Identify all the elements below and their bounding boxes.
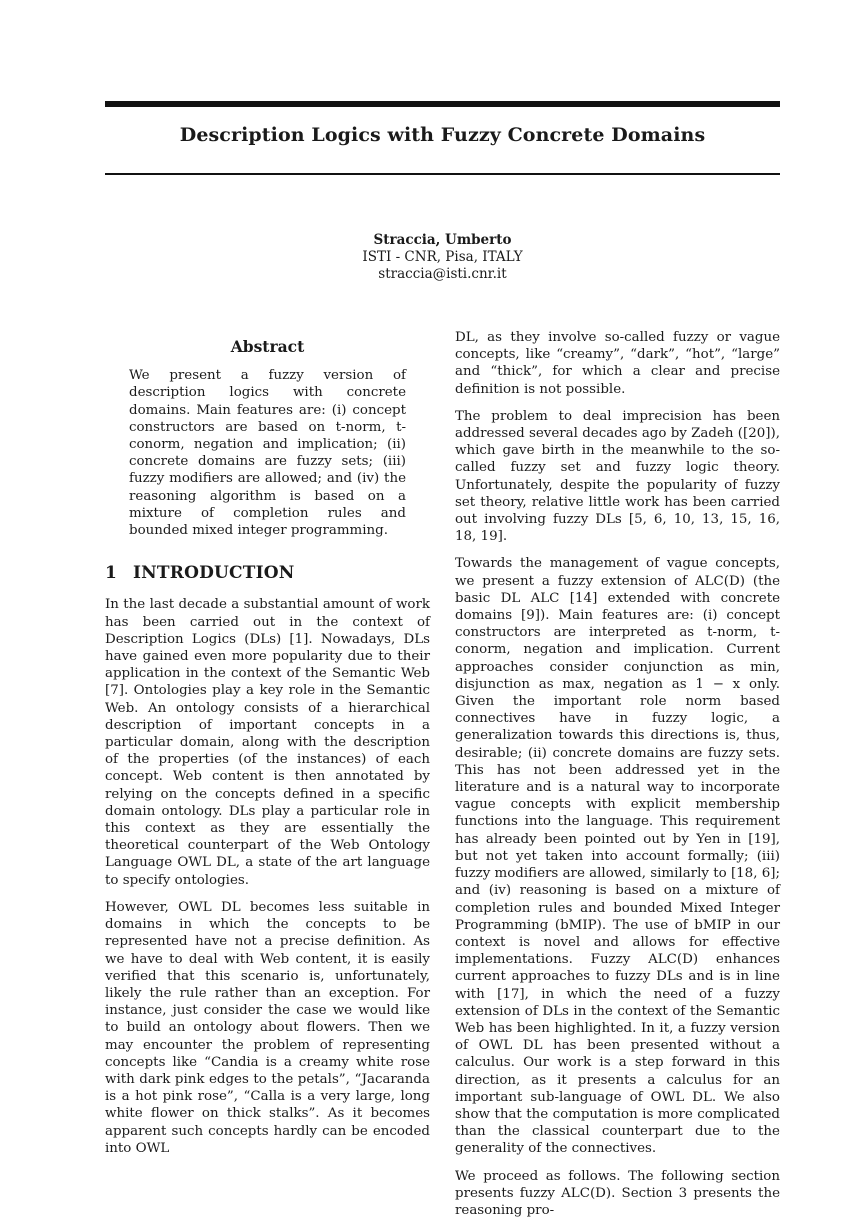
paragraph: In the last decade a substantial amount of work has been carried out in the context of Description Logics (DLs) [1]. Nowadays, DLs have gained even more popularity due to their application in the context of the Semantic Web [7]. Ontologies play a key role in the Semantic Web. An ontology consists of a hierarchical description of important concepts in a particular domain, along with the description of the properties (of the instances) of each concept. Web content is then annotated by relying on the concepts defined in a specific domain ontology. DLs play a particular role in this context as they are essentially the theoretical counterpart of the Web Ontology Language OWL DL, a state of the art language to specify ontologies.	[105, 597, 430, 888]
paper-title: Description Logics with Fuzzy Concrete Domains	[179, 124, 706, 146]
section-heading	[105, 565, 430, 582]
section-title: INTRODUCTION	[133, 563, 295, 584]
author-block	[105, 232, 780, 283]
paragraph: The problem to deal imprecision has been addressed several decades ago by Zadeh ([20]), which gave birth in the meanwhile to the so-called fuzzy set and fuzzy logic theory. Unfortunately, despite the popularity of fuzzy set theory, relative little work has been carried out involving fuzzy DLs [5, 6, 10, 13, 15, 16, 18, 19].	[455, 408, 780, 545]
title-top-rule	[105, 101, 780, 107]
author-email: straccia@isti.cnr.it	[378, 266, 507, 282]
right-column	[455, 329, 780, 1229]
left-column	[105, 332, 430, 1167]
section-number: 1	[105, 563, 118, 584]
author-affiliation: ISTI - CNR, Pisa, ITALY	[362, 249, 523, 265]
paragraph: However, OWL DL becomes less suitable in domains in which the concepts to be represented have not a precise definition. As we have to deal with Web content, it is easily verified that this scenario is, unfortunately, likely the rule rather than an exception. For instance, just consider the case we would like to build an ontology about flowers. Then we may encounter the problem of representing concepts like “Candia is a creamy white rose with dark pink edges to the petals”, “Jacaranda is a hot pink rose”, “Calla is a very large, long white flower on thick stalks”. As it becomes apparent such concepts hardly can be encoded into OWL	[105, 899, 430, 1156]
abstract-heading: Abstract	[230, 337, 305, 356]
author-name: Straccia, Umberto	[373, 232, 512, 248]
paragraph: DL, as they involve so-called fuzzy or vague concepts, like “creamy”, “dark”, “hot”, “large” and “thick”, for which a clear and precise definition is not possible.	[455, 330, 780, 397]
title-bottom-rule	[105, 173, 780, 175]
paragraph: Towards the management of vague concepts, we present a fuzzy extension of ALC(D) (the basic DL ALC [14] extended with concrete domains [9]). Main features are: (i) concept constructors are interpreted as t-norm, t-conorm, negation and implication. Current approaches consider conjunction as min, disjunction as max, negation as 1 − x only. Given the important role norm based connectives have in fuzzy logic, a generalization towards this directions is, thus, desirable; (ii) concrete domains are fuzzy sets. This has not been addressed yet in the literature and is a natural way to incorporate vague concepts with explicit membership functions into the language. This requirement has already been pointed out by Yen in [19], but not yet taken into account formally; (iii) fuzzy modifiers are allowed, similarly to [18, 6]; and (iv) reasoning is based on a mixture of completion rules and bounded Mixed Integer Programming (bMIP). The use of bMIP in our context is novel and allows for effective implementations. Fuzzy ALC(D) enhances current approaches to fuzzy DLs and is in line with [17], in which the need of a fuzzy extension of DLs in the context of the Semantic Web has been highlighted. In it, a fuzzy version of OWL DL has been presented without a calculus. Our work is a step forward in this direction, as it presents a calculus for an important sub-language of OWL DL. We also show that the computation is more complicated than the classical counterpart due to the generality of the connectives.	[455, 556, 780, 1157]
abstract-text: We present a fuzzy version of description logics with concrete domains. Main features are: (i) concept constructors are based on t-norm, t-conorm, negation and implication; (ii) concrete domains are fuzzy sets; (iii) fuzzy modifiers are allowed; and (iv) the reasoning algorithm is based on a mixture of completion rules and bounded mixed integer programming.	[129, 368, 406, 539]
paragraph: We proceed as follows. The following section presents fuzzy ALC(D). Section 3 presents the reasoning pro-	[455, 1168, 780, 1218]
